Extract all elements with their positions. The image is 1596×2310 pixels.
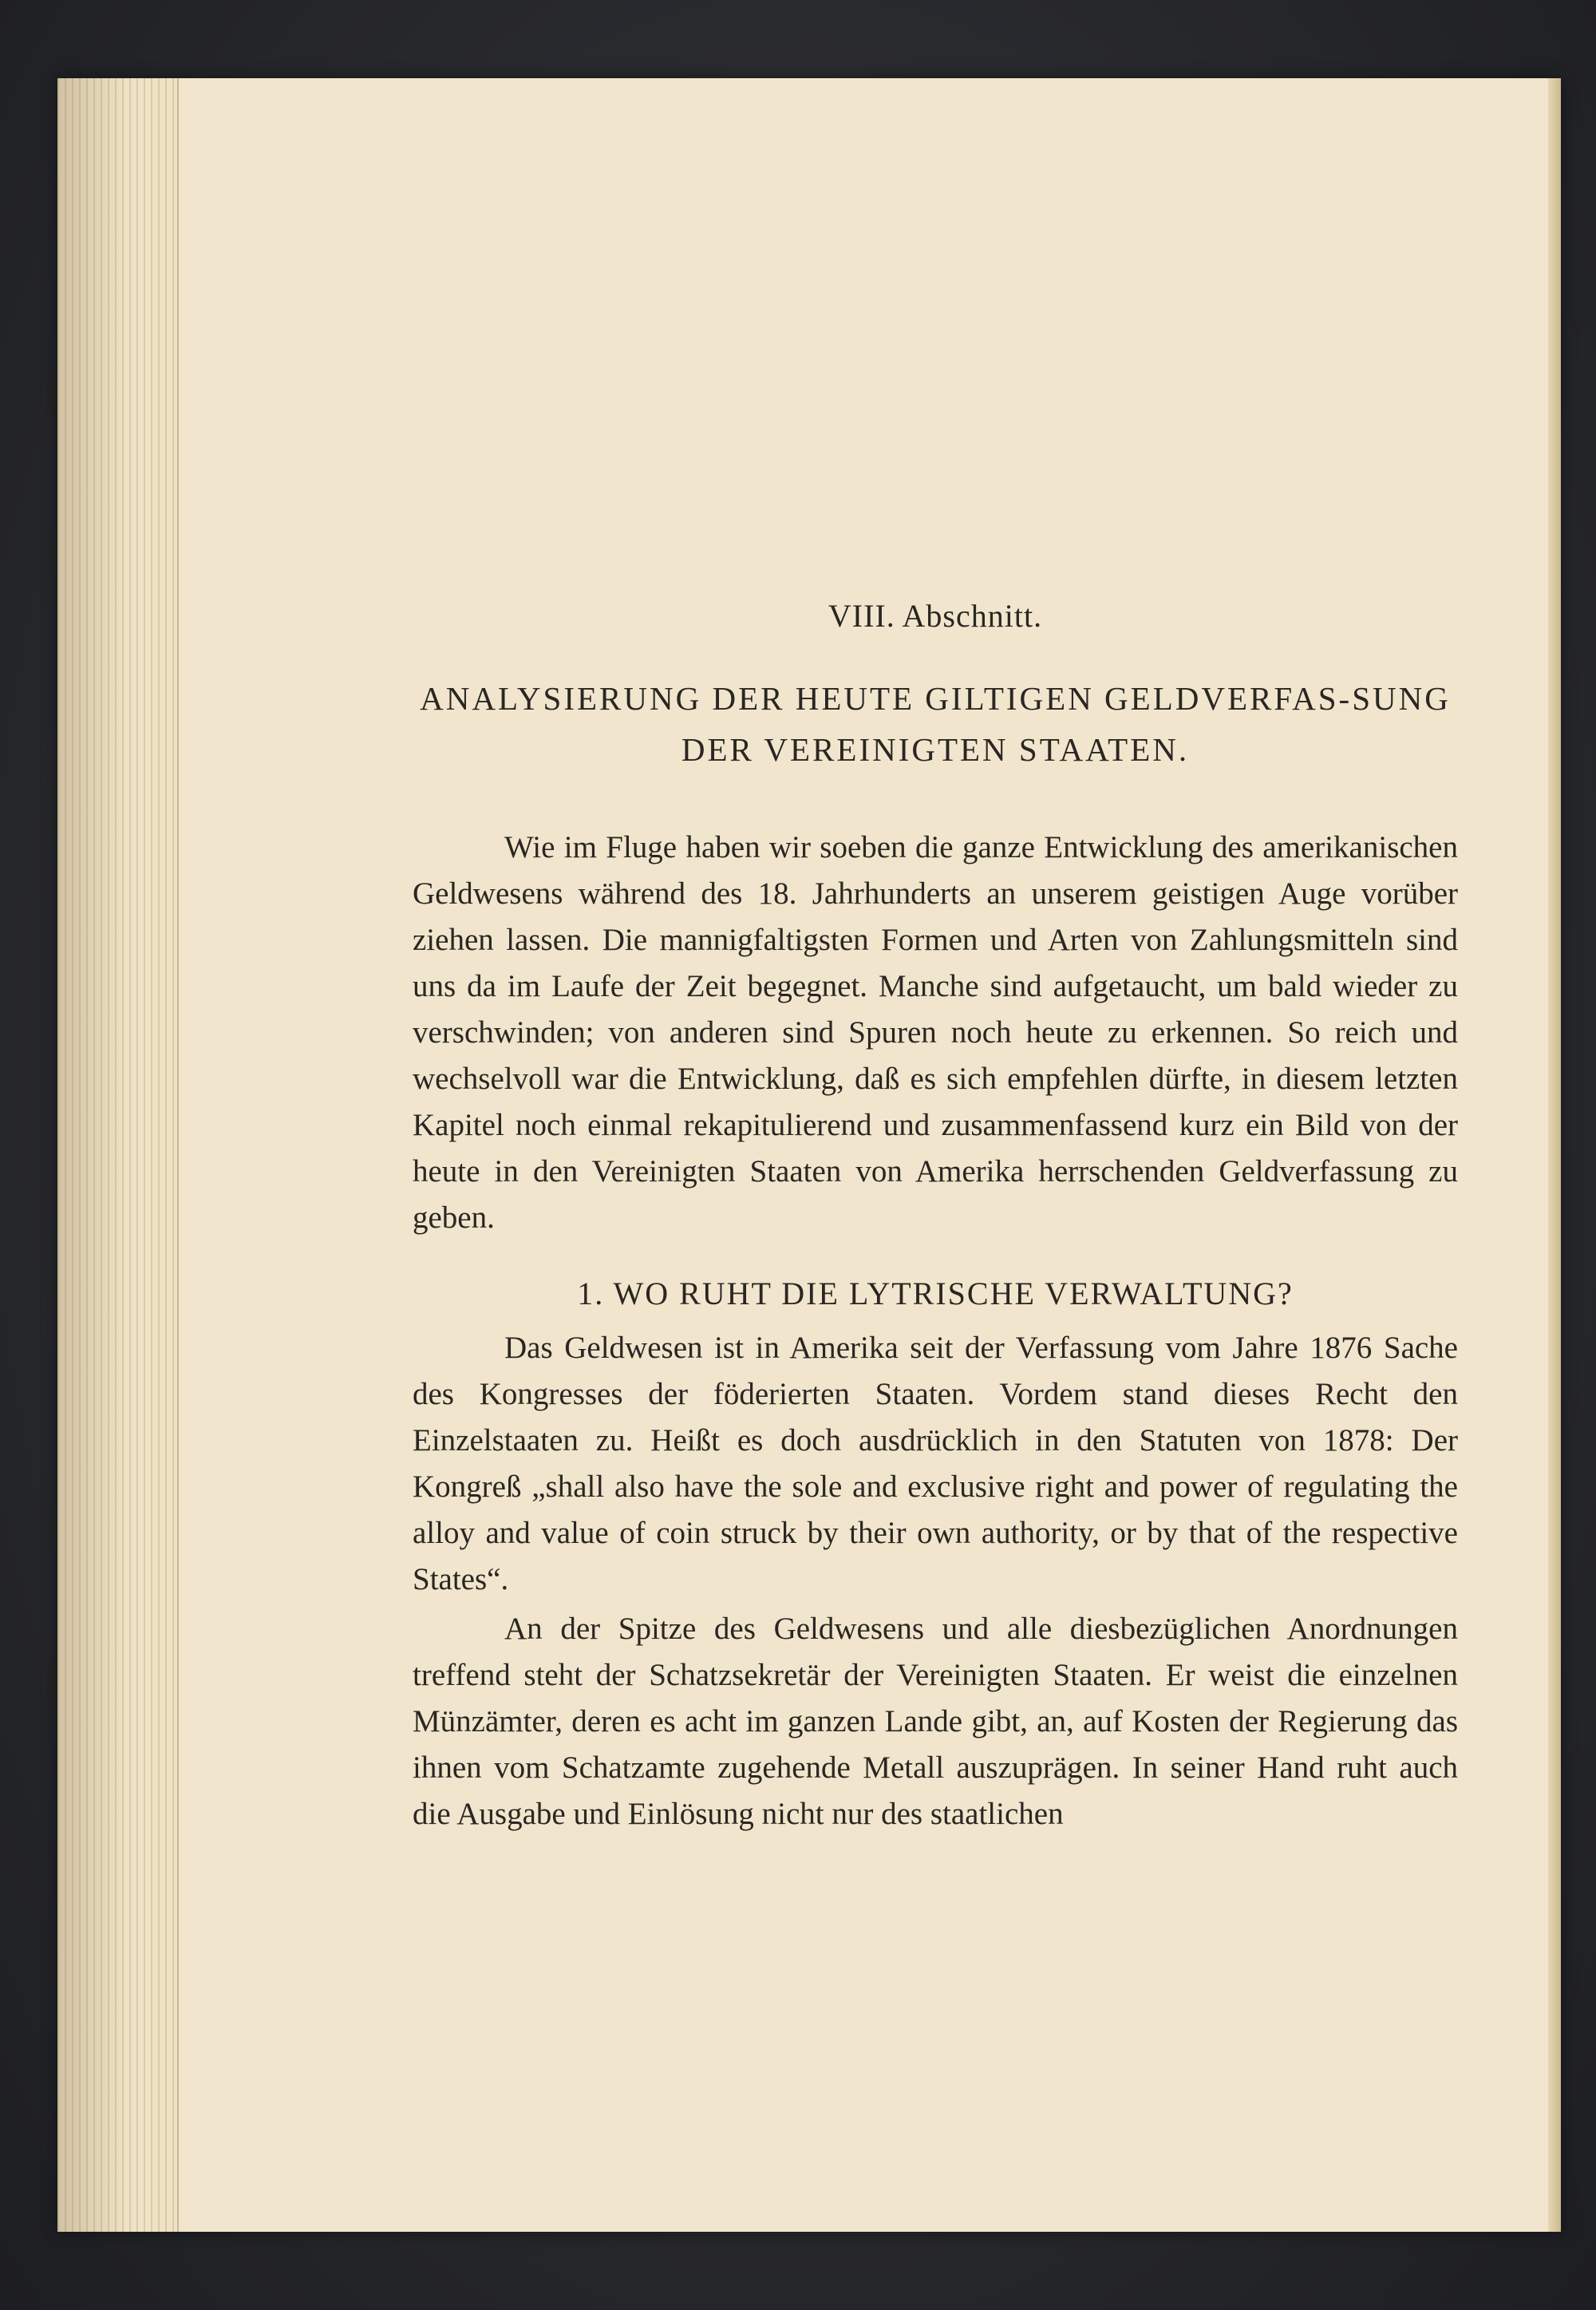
chapter-title: ANALYSIERUNG DER HEUTE GILTIGEN GELDVERFAS-SUNG DER VEREINIGTEN STAATEN. (420, 680, 1451, 768)
book-page (57, 78, 1561, 2232)
section-label: VIII. Abschnitt. (828, 598, 1043, 634)
subsection-heading: 1. WO RUHT DIE LYTRISCHE VERWALTUNG? (577, 1276, 1294, 1311)
book-gutter (1548, 78, 1561, 2232)
page-text-block (413, 597, 1458, 1837)
body-paragraph: An der Spitze des Geldwesens und alle diesbezüglichen Anordnungen treffend steht der Schatzsekretär der Vereinigten Staaten. Er weist die einzelnen Münzämter, deren es acht im ganzen Lande gibt, an, auf Kosten der Regierung das ihnen vom Schatzamte zugehende Metall auszuprägen. In seiner Hand ruht auch die Ausgabe und Einlösung nicht nur des staatlichen (413, 1612, 1458, 1831)
intro-paragraph: Wie im Fluge haben wir soeben die ganze Entwicklung des amerikanischen Geldwesens während des 18. Jahrhunderts an unserem geistigen Auge vorüber ziehen lassen. Die mannigfaltigsten Formen und Arten von Zahlungsmitteln sind uns da im Laufe der Zeit begegnet. Manche sind aufgetaucht, um bald wieder zu verschwinden; von anderen sind Spuren noch heute zu erkennen. So reich und wechselvoll war die Entwicklung, daß es sich empfehlen dürfte, in diesem letzten Kapitel noch einmal rekapitulierend und zusammenfassend kurz ein Bild von der heute in den Vereinigten Staaten von Amerika herrschenden Geldverfassung zu geben. (413, 830, 1458, 1235)
body-paragraph: Das Geldwesen ist in Amerika seit der Verfassung vom Jahre 1876 Sache des Kongresses der föderierten Staaten. Vordem stand dieses Recht den Einzelstaaten zu. Heißt es doch ausdrücklich in den Statuten von 1878: Der Kongreß „shall also have the sole and exclusive right and power of regulating the alloy and value of coin struck by their own authority, or by that of the respective States“. (413, 1331, 1458, 1596)
stacked-page-edges (57, 78, 179, 2232)
